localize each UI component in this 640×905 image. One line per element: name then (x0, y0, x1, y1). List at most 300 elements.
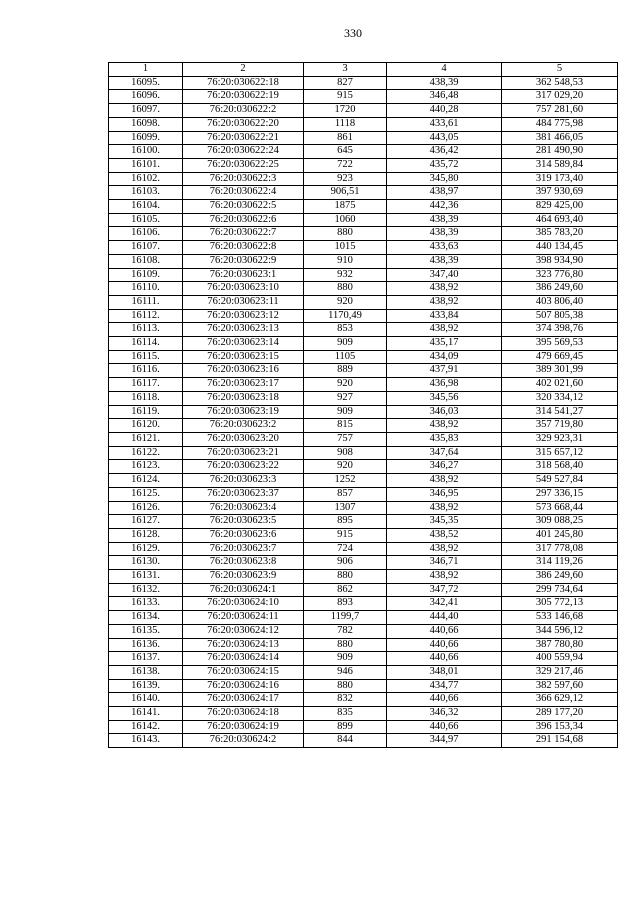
cadastral-number-cell: 76:20:030623:8 (183, 556, 304, 570)
cadastral-number-cell: 76:20:030622:2 (183, 104, 304, 118)
cadastral-number-cell: 76:20:030624:12 (183, 624, 304, 638)
table-row (109, 419, 618, 433)
row-number-cell: 16136. (109, 638, 183, 652)
specific-value-cell: 345,56 (387, 391, 502, 405)
cadastral-value-table (108, 62, 618, 748)
column-header-2: 2 (183, 63, 304, 77)
specific-value-cell: 440,66 (387, 720, 502, 734)
table-row (109, 391, 618, 405)
cadastral-number-cell: 76:20:030623:19 (183, 405, 304, 419)
table-row (109, 364, 618, 378)
row-number-cell: 16132. (109, 583, 183, 597)
area-cell: 899 (304, 720, 387, 734)
cadastral-number-cell: 76:20:030622:20 (183, 117, 304, 131)
column-header-3: 3 (304, 63, 387, 77)
area-cell: 889 (304, 364, 387, 378)
table-row (109, 268, 618, 282)
table-row (109, 378, 618, 392)
row-number-cell: 16107. (109, 241, 183, 255)
cadastral-number-cell: 76:20:030623:6 (183, 528, 304, 542)
cadastral-number-cell: 76:20:030624:17 (183, 693, 304, 707)
table-row (109, 337, 618, 351)
table-row (109, 542, 618, 556)
table-row (109, 309, 618, 323)
table-row (109, 679, 618, 693)
cadastral-value-cell: 397 930,69 (502, 186, 618, 200)
cadastral-value-cell: 402 021,60 (502, 378, 618, 392)
cadastral-value-cell: 309 088,25 (502, 515, 618, 529)
area-cell: 880 (304, 227, 387, 241)
row-number-cell: 16143. (109, 734, 183, 748)
row-number-cell: 16118. (109, 391, 183, 405)
table-row (109, 734, 618, 748)
specific-value-cell: 444,40 (387, 611, 502, 625)
cadastral-value-cell: 507 805,38 (502, 309, 618, 323)
row-number-cell: 16122. (109, 446, 183, 460)
row-number-cell: 16135. (109, 624, 183, 638)
specific-value-cell: 347,72 (387, 583, 502, 597)
specific-value-cell: 433,63 (387, 241, 502, 255)
cadastral-value-cell: 317 029,20 (502, 90, 618, 104)
cadastral-value-cell: 320 334,12 (502, 391, 618, 405)
cadastral-number-cell: 76:20:030624:19 (183, 720, 304, 734)
row-number-cell: 16139. (109, 679, 183, 693)
table-row (109, 117, 618, 131)
row-number-cell: 16116. (109, 364, 183, 378)
cadastral-number-cell: 76:20:030623:2 (183, 419, 304, 433)
cadastral-number-cell: 76:20:030624:1 (183, 583, 304, 597)
row-number-cell: 16133. (109, 597, 183, 611)
specific-value-cell: 438,92 (387, 542, 502, 556)
specific-value-cell: 438,97 (387, 186, 502, 200)
cadastral-value-cell: 400 559,94 (502, 652, 618, 666)
specific-value-cell: 438,92 (387, 474, 502, 488)
specific-value-cell: 437,91 (387, 364, 502, 378)
specific-value-cell: 442,36 (387, 200, 502, 214)
area-cell: 861 (304, 131, 387, 145)
area-cell: 880 (304, 282, 387, 296)
area-cell: 1199,7 (304, 611, 387, 625)
cadastral-value-cell: 549 527,84 (502, 474, 618, 488)
row-number-cell: 16097. (109, 104, 183, 118)
area-cell: 880 (304, 570, 387, 584)
specific-value-cell: 438,39 (387, 227, 502, 241)
area-cell: 857 (304, 487, 387, 501)
specific-value-cell: 347,64 (387, 446, 502, 460)
row-number-cell: 16130. (109, 556, 183, 570)
row-number-cell: 16117. (109, 378, 183, 392)
cadastral-value-cell: 289 177,20 (502, 707, 618, 721)
cadastral-value-cell: 381 466,05 (502, 131, 618, 145)
cadastral-number-cell: 76:20:030623:13 (183, 323, 304, 337)
table-row (109, 515, 618, 529)
cadastral-value-cell: 315 657,12 (502, 446, 618, 460)
cadastral-number-cell: 76:20:030623:37 (183, 487, 304, 501)
table-header-row (109, 63, 618, 77)
specific-value-cell: 443,05 (387, 131, 502, 145)
cadastral-number-cell: 76:20:030623:11 (183, 295, 304, 309)
cadastral-value-cell: 314 541,27 (502, 405, 618, 419)
area-cell: 782 (304, 624, 387, 638)
row-number-cell: 16125. (109, 487, 183, 501)
table-row (109, 556, 618, 570)
cadastral-number-cell: 76:20:030622:21 (183, 131, 304, 145)
area-cell: 906 (304, 556, 387, 570)
area-cell: 915 (304, 528, 387, 542)
table-row (109, 200, 618, 214)
cadastral-number-cell: 76:20:030623:3 (183, 474, 304, 488)
area-cell: 909 (304, 405, 387, 419)
cadastral-value-cell: 319 173,40 (502, 172, 618, 186)
table-row (109, 624, 618, 638)
table-row (109, 227, 618, 241)
specific-value-cell: 434,77 (387, 679, 502, 693)
cadastral-number-cell: 76:20:030622:19 (183, 90, 304, 104)
specific-value-cell: 438,39 (387, 76, 502, 90)
specific-value-cell: 438,92 (387, 419, 502, 433)
table-row (109, 693, 618, 707)
cadastral-number-cell: 76:20:030624:16 (183, 679, 304, 693)
cadastral-value-cell: 299 734,64 (502, 583, 618, 597)
row-number-cell: 16101. (109, 158, 183, 172)
specific-value-cell: 440,66 (387, 693, 502, 707)
cadastral-number-cell: 76:20:030624:11 (183, 611, 304, 625)
row-number-cell: 16126. (109, 501, 183, 515)
specific-value-cell: 433,61 (387, 117, 502, 131)
cadastral-number-cell: 76:20:030623:10 (183, 282, 304, 296)
cadastral-number-cell: 76:20:030623:16 (183, 364, 304, 378)
table-row (109, 76, 618, 90)
table-row (109, 254, 618, 268)
cadastral-value-cell: 317 778,08 (502, 542, 618, 556)
row-number-cell: 16104. (109, 200, 183, 214)
specific-value-cell: 346,03 (387, 405, 502, 419)
specific-value-cell: 346,71 (387, 556, 502, 570)
cadastral-value-cell: 479 669,45 (502, 350, 618, 364)
area-cell: 915 (304, 90, 387, 104)
cadastral-value-cell: 366 629,12 (502, 693, 618, 707)
cadastral-number-cell: 76:20:030624:13 (183, 638, 304, 652)
area-cell: 880 (304, 679, 387, 693)
row-number-cell: 16134. (109, 611, 183, 625)
area-cell: 909 (304, 337, 387, 351)
cadastral-value-cell: 389 301,99 (502, 364, 618, 378)
specific-value-cell: 345,80 (387, 172, 502, 186)
row-number-cell: 16109. (109, 268, 183, 282)
specific-value-cell: 346,32 (387, 707, 502, 721)
area-cell: 920 (304, 460, 387, 474)
area-cell: 1720 (304, 104, 387, 118)
row-number-cell: 16123. (109, 460, 183, 474)
row-number-cell: 16113. (109, 323, 183, 337)
cadastral-value-cell: 386 249,60 (502, 570, 618, 584)
row-number-cell: 16142. (109, 720, 183, 734)
row-number-cell: 16099. (109, 131, 183, 145)
table-row (109, 186, 618, 200)
table-row (109, 487, 618, 501)
row-number-cell: 16131. (109, 570, 183, 584)
specific-value-cell: 346,27 (387, 460, 502, 474)
table-row (109, 241, 618, 255)
cadastral-number-cell: 76:20:030623:14 (183, 337, 304, 351)
table-row (109, 638, 618, 652)
table-body (109, 76, 618, 747)
area-cell: 835 (304, 707, 387, 721)
table-row (109, 131, 618, 145)
row-number-cell: 16096. (109, 90, 183, 104)
cadastral-value-cell: 329 923,31 (502, 432, 618, 446)
table-row (109, 570, 618, 584)
column-header-4: 4 (387, 63, 502, 77)
row-number-cell: 16102. (109, 172, 183, 186)
specific-value-cell: 435,83 (387, 432, 502, 446)
cadastral-value-cell: 573 668,44 (502, 501, 618, 515)
table-row (109, 665, 618, 679)
cadastral-value-cell: 291 154,68 (502, 734, 618, 748)
cadastral-number-cell: 76:20:030623:4 (183, 501, 304, 515)
area-cell: 923 (304, 172, 387, 186)
cadastral-number-cell: 76:20:030622:3 (183, 172, 304, 186)
table-row (109, 611, 618, 625)
table-row (109, 104, 618, 118)
table-row (109, 282, 618, 296)
cadastral-value-cell: 357 719,80 (502, 419, 618, 433)
table-row (109, 652, 618, 666)
specific-value-cell: 438,92 (387, 570, 502, 584)
specific-value-cell: 436,98 (387, 378, 502, 392)
specific-value-cell: 438,92 (387, 323, 502, 337)
table-row (109, 528, 618, 542)
area-cell: 908 (304, 446, 387, 460)
cadastral-number-cell: 76:20:030623:7 (183, 542, 304, 556)
row-number-cell: 16124. (109, 474, 183, 488)
specific-value-cell: 438,39 (387, 254, 502, 268)
area-cell: 909 (304, 652, 387, 666)
row-number-cell: 16127. (109, 515, 183, 529)
area-cell: 893 (304, 597, 387, 611)
row-number-cell: 16114. (109, 337, 183, 351)
area-cell: 815 (304, 419, 387, 433)
table-row (109, 720, 618, 734)
table-row (109, 432, 618, 446)
row-number-cell: 16138. (109, 665, 183, 679)
cadastral-value-cell: 757 281,60 (502, 104, 618, 118)
table-row (109, 145, 618, 159)
cadastral-number-cell: 76:20:030623:18 (183, 391, 304, 405)
specific-value-cell: 438,39 (387, 213, 502, 227)
cadastral-value-cell: 387 780,80 (502, 638, 618, 652)
specific-value-cell: 348,01 (387, 665, 502, 679)
cadastral-number-cell: 76:20:030622:18 (183, 76, 304, 90)
table-row (109, 158, 618, 172)
cadastral-value-cell: 533 146,68 (502, 611, 618, 625)
cadastral-value-cell: 314 119,26 (502, 556, 618, 570)
specific-value-cell: 440,66 (387, 638, 502, 652)
table-row (109, 707, 618, 721)
area-cell: 920 (304, 378, 387, 392)
area-cell: 645 (304, 145, 387, 159)
cadastral-number-cell: 76:20:030623:15 (183, 350, 304, 364)
row-number-cell: 16115. (109, 350, 183, 364)
row-number-cell: 16121. (109, 432, 183, 446)
specific-value-cell: 347,40 (387, 268, 502, 282)
cadastral-number-cell: 76:20:030623:12 (183, 309, 304, 323)
area-cell: 927 (304, 391, 387, 405)
area-cell: 1252 (304, 474, 387, 488)
cadastral-number-cell: 76:20:030622:9 (183, 254, 304, 268)
table-row (109, 172, 618, 186)
row-number-cell: 16112. (109, 309, 183, 323)
row-number-cell: 16106. (109, 227, 183, 241)
cadastral-value-cell: 374 398,76 (502, 323, 618, 337)
cadastral-value-cell: 396 153,34 (502, 720, 618, 734)
area-cell: 1307 (304, 501, 387, 515)
cadastral-number-cell: 76:20:030623:9 (183, 570, 304, 584)
specific-value-cell: 436,42 (387, 145, 502, 159)
column-header-1: 1 (109, 63, 183, 77)
area-cell: 946 (304, 665, 387, 679)
cadastral-value-cell: 382 597,60 (502, 679, 618, 693)
cadastral-number-cell: 76:20:030623:17 (183, 378, 304, 392)
row-number-cell: 16100. (109, 145, 183, 159)
area-cell: 862 (304, 583, 387, 597)
specific-value-cell: 438,52 (387, 528, 502, 542)
cadastral-number-cell: 76:20:030622:25 (183, 158, 304, 172)
cadastral-value-cell: 344 596,12 (502, 624, 618, 638)
table-row (109, 323, 618, 337)
cadastral-number-cell: 76:20:030622:5 (183, 200, 304, 214)
row-number-cell: 16141. (109, 707, 183, 721)
area-cell: 1060 (304, 213, 387, 227)
row-number-cell: 16129. (109, 542, 183, 556)
table-row (109, 90, 618, 104)
area-cell: 910 (304, 254, 387, 268)
cadastral-number-cell: 76:20:030623:1 (183, 268, 304, 282)
cadastral-value-cell: 398 934,90 (502, 254, 618, 268)
specific-value-cell: 440,28 (387, 104, 502, 118)
cadastral-value-cell: 403 806,40 (502, 295, 618, 309)
cadastral-number-cell: 76:20:030624:10 (183, 597, 304, 611)
cadastral-number-cell: 76:20:030623:21 (183, 446, 304, 460)
cadastral-value-cell: 314 589,84 (502, 158, 618, 172)
area-cell: 1170,49 (304, 309, 387, 323)
area-cell: 722 (304, 158, 387, 172)
cadastral-number-cell: 76:20:030623:20 (183, 432, 304, 446)
row-number-cell: 16128. (109, 528, 183, 542)
specific-value-cell: 440,66 (387, 652, 502, 666)
specific-value-cell: 438,92 (387, 501, 502, 515)
area-cell: 1118 (304, 117, 387, 131)
row-number-cell: 16098. (109, 117, 183, 131)
row-number-cell: 16140. (109, 693, 183, 707)
area-cell: 1875 (304, 200, 387, 214)
table-row (109, 446, 618, 460)
cadastral-value-cell: 395 569,53 (502, 337, 618, 351)
row-number-cell: 16119. (109, 405, 183, 419)
area-cell: 895 (304, 515, 387, 529)
row-number-cell: 16110. (109, 282, 183, 296)
area-cell: 844 (304, 734, 387, 748)
row-number-cell: 16103. (109, 186, 183, 200)
area-cell: 920 (304, 295, 387, 309)
specific-value-cell: 342,41 (387, 597, 502, 611)
cadastral-number-cell: 76:20:030624:18 (183, 707, 304, 721)
cadastral-value-cell: 329 217,46 (502, 665, 618, 679)
specific-value-cell: 345,35 (387, 515, 502, 529)
cadastral-value-cell: 484 775,98 (502, 117, 618, 131)
cadastral-number-cell: 76:20:030623:5 (183, 515, 304, 529)
cadastral-value-cell: 440 134,45 (502, 241, 618, 255)
specific-value-cell: 346,95 (387, 487, 502, 501)
area-cell: 1105 (304, 350, 387, 364)
area-cell: 880 (304, 638, 387, 652)
row-number-cell: 16095. (109, 76, 183, 90)
specific-value-cell: 434,09 (387, 350, 502, 364)
page-number: 330 (344, 26, 362, 40)
specific-value-cell: 435,72 (387, 158, 502, 172)
cadastral-number-cell: 76:20:030622:6 (183, 213, 304, 227)
cadastral-number-cell: 76:20:030622:4 (183, 186, 304, 200)
table-row (109, 583, 618, 597)
row-number-cell: 16111. (109, 295, 183, 309)
table-row (109, 501, 618, 515)
table-row (109, 295, 618, 309)
area-cell: 832 (304, 693, 387, 707)
cadastral-value-cell: 323 776,80 (502, 268, 618, 282)
row-number-cell: 16120. (109, 419, 183, 433)
specific-value-cell: 438,92 (387, 295, 502, 309)
area-cell: 932 (304, 268, 387, 282)
specific-value-cell: 433,84 (387, 309, 502, 323)
cadastral-value-cell: 464 693,40 (502, 213, 618, 227)
table-row (109, 597, 618, 611)
cadastral-value-cell: 297 336,15 (502, 487, 618, 501)
area-cell: 827 (304, 76, 387, 90)
specific-value-cell: 440,66 (387, 624, 502, 638)
cadastral-number-cell: 76:20:030622:24 (183, 145, 304, 159)
column-header-5: 5 (502, 63, 618, 77)
cadastral-number-cell: 76:20:030623:22 (183, 460, 304, 474)
cadastral-number-cell: 76:20:030622:7 (183, 227, 304, 241)
specific-value-cell: 435,17 (387, 337, 502, 351)
area-cell: 724 (304, 542, 387, 556)
table-row (109, 350, 618, 364)
cadastral-value-cell: 829 425,00 (502, 200, 618, 214)
area-cell: 906,51 (304, 186, 387, 200)
cadastral-number-cell: 76:20:030624:14 (183, 652, 304, 666)
row-number-cell: 16108. (109, 254, 183, 268)
specific-value-cell: 438,92 (387, 282, 502, 296)
table-row (109, 213, 618, 227)
table-row (109, 474, 618, 488)
area-cell: 1015 (304, 241, 387, 255)
specific-value-cell: 346,48 (387, 90, 502, 104)
cadastral-number-cell: 76:20:030622:8 (183, 241, 304, 255)
cadastral-value-cell: 281 490,90 (502, 145, 618, 159)
area-cell: 757 (304, 432, 387, 446)
cadastral-value-cell: 362 548,53 (502, 76, 618, 90)
table-row (109, 460, 618, 474)
cadastral-number-cell: 76:20:030624:15 (183, 665, 304, 679)
cadastral-value-cell: 386 249,60 (502, 282, 618, 296)
cadastral-value-cell: 318 568,40 (502, 460, 618, 474)
table-row (109, 405, 618, 419)
cadastral-value-cell: 385 783,20 (502, 227, 618, 241)
area-cell: 853 (304, 323, 387, 337)
cadastral-value-cell: 401 245,80 (502, 528, 618, 542)
row-number-cell: 16105. (109, 213, 183, 227)
specific-value-cell: 344,97 (387, 734, 502, 748)
